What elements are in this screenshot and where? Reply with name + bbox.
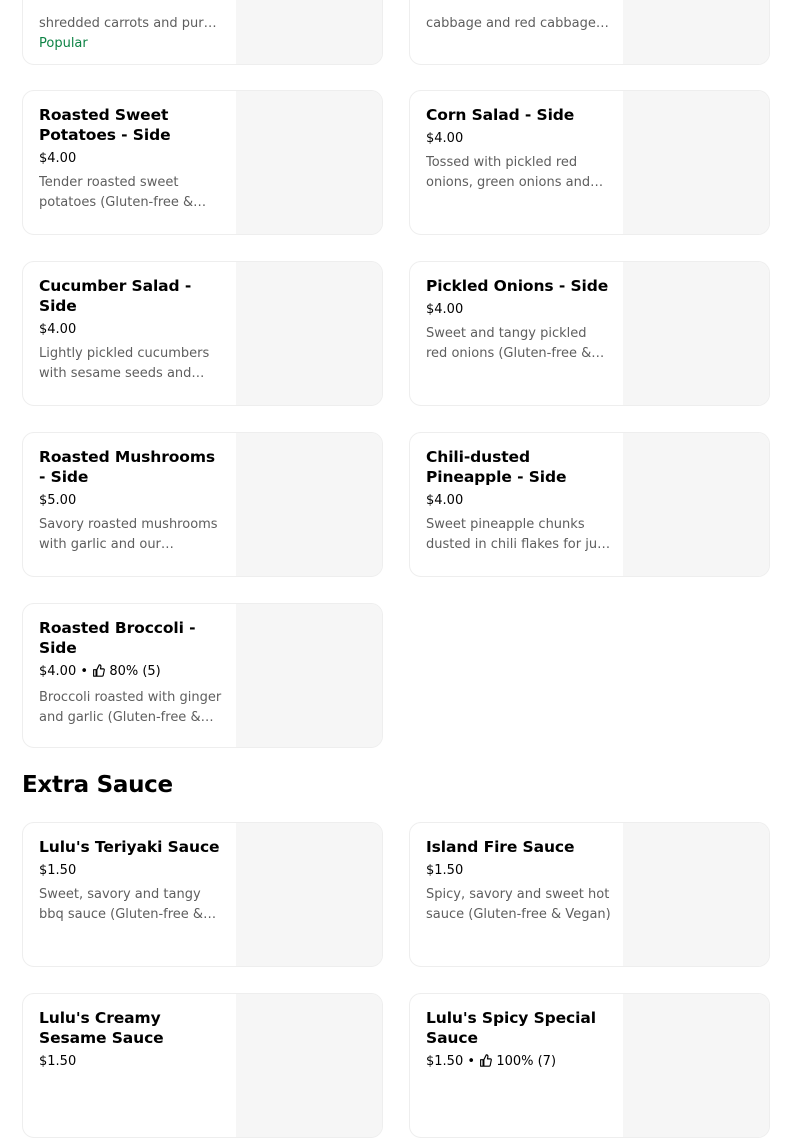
item-image [236,823,382,966]
menu-item-card[interactable] [409,822,770,967]
item-image [623,433,769,576]
item-description: Sweet, savory and tangy bbq sauce (Gluten-free & [39,887,204,922]
menu-item-card[interactable] [409,0,770,65]
menu-item-card[interactable] [22,993,383,1138]
item-price: $4.00 [39,322,77,337]
item-name: Chili-dusted Pineapple - Side [426,448,567,486]
item-price: $1.50 [426,1054,464,1069]
item-description: Tender roasted sweet potatoes (Gluten-free & [39,175,194,210]
item-image [236,433,382,576]
menu-item-card[interactable] [409,432,770,577]
item-price: $5.00 [39,493,77,508]
item-price: $4.00 [426,493,464,508]
menu-item-card[interactable] [22,603,383,748]
item-description: shredded carrots and purple [39,16,224,31]
item-description: cabbage and red cabbage [426,16,596,31]
item-description: Tossed with pickled red onions, green onions and [426,155,591,190]
menu-item-card[interactable] [409,993,770,1138]
item-name: Lulu's Spicy Special Sauce [426,1009,596,1047]
item-price-row [39,663,224,683]
item-price: $4.00 [426,131,464,146]
item-image [623,91,769,234]
menu-item-card[interactable] [22,0,383,65]
item-name: Roasted Sweet Potatoes - Side [39,106,171,144]
item-image [236,0,382,64]
item-description: Broccoli roasted with ginger and garlic (Gluten-free & [39,690,222,725]
item-name: Corn Salad - Side [426,106,575,124]
item-price: $1.50 [426,863,464,878]
separator: • [467,1054,476,1069]
item-rating: 100% (7) [496,1054,557,1069]
item-name: Roasted Broccoli - Side [39,619,196,657]
item-price: $1.50 [39,863,77,878]
item-description: Lightly pickled cucumbers with sesame seeds and [39,346,210,381]
item-image [623,0,769,64]
menu-item-card[interactable] [22,261,383,406]
item-name: Roasted Mushrooms - Side [39,448,216,486]
item-image [236,262,382,405]
item-name: Pickled Onions - Side [426,277,609,295]
item-description: Sweet and tangy pickled red onions (Gluten-free & [426,326,592,361]
item-description: Spicy, savory and sweet hot sauce (Gluten-free & Vegan) [426,887,611,922]
section-title: Extra Sauce [22,772,173,798]
item-image [623,823,769,966]
item-name: Cucumber Salad - Side [39,277,192,315]
item-description: Savory roasted mushrooms with garlic and our [39,517,218,552]
item-image [236,604,382,747]
separator: • [80,664,89,679]
popular-badge: Popular [39,36,88,51]
item-price: $4.00 [39,151,77,166]
item-price: $4.00 [39,664,77,679]
item-price-row [426,1053,611,1073]
item-image [623,994,769,1137]
thumbs-up-icon [92,664,105,683]
menu-item-card[interactable] [409,90,770,235]
menu-item-card[interactable] [22,432,383,577]
menu-item-card[interactable] [22,90,383,235]
item-name: Lulu's Creamy Sesame Sauce [39,1009,164,1047]
menu-item-card[interactable] [22,822,383,967]
thumbs-up-icon [479,1054,492,1073]
item-price: $4.00 [426,302,464,317]
item-image [236,91,382,234]
item-name: Island Fire Sauce [426,838,575,856]
item-description: Sweet pineapple chunks dusted in chili flakes for just [426,517,609,552]
item-rating: 80% (5) [109,664,161,679]
item-price: $1.50 [39,1054,77,1069]
menu-item-card[interactable] [409,261,770,406]
item-image [236,994,382,1137]
item-name: Lulu's Teriyaki Sauce [39,838,220,856]
item-image [623,262,769,405]
